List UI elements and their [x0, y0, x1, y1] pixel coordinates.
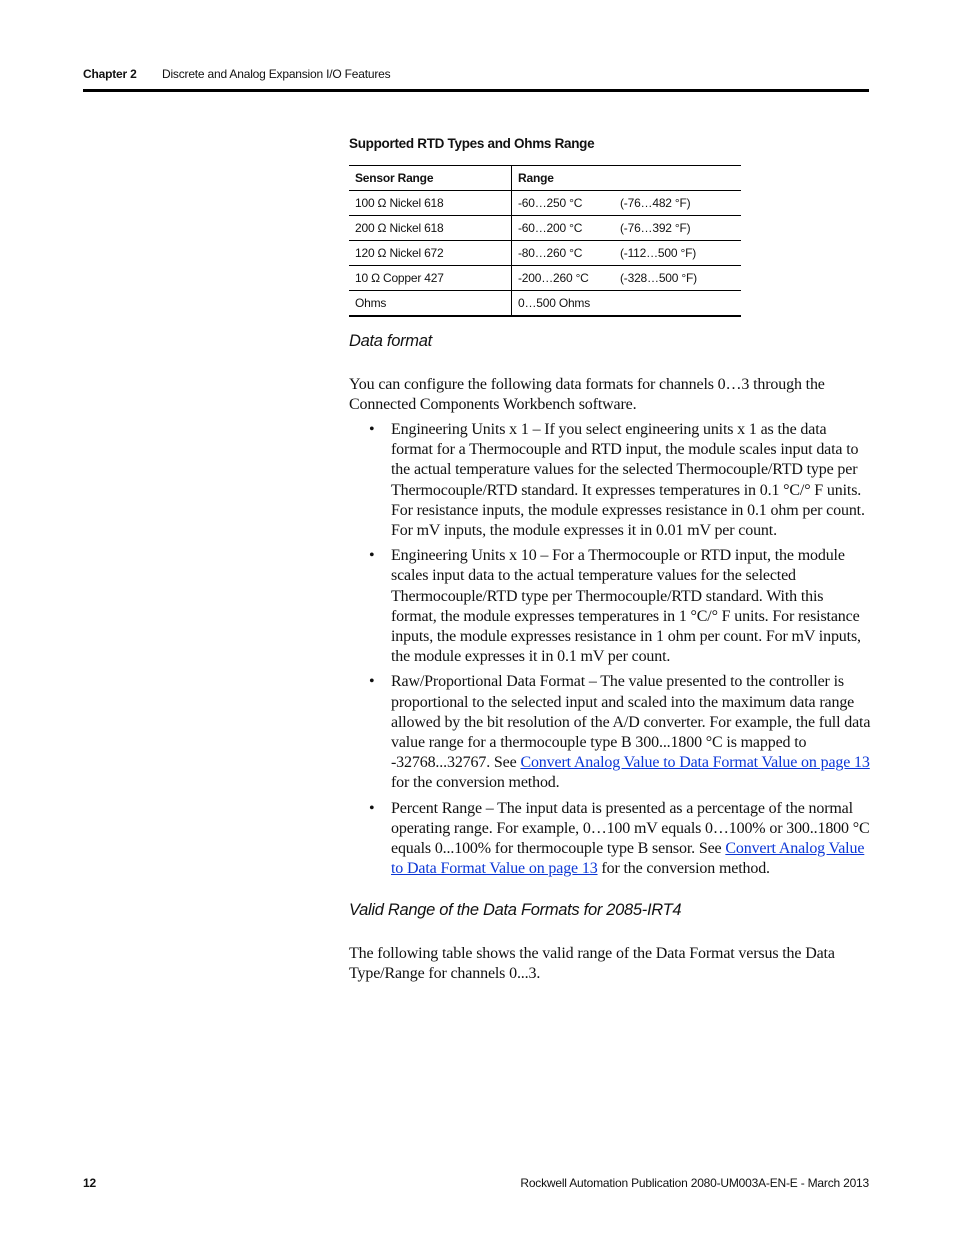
list-item-text: Engineering Units x 1 – If you select engineering units x 1 as the data format for a Thermocouple and RTD input, the module scales input data to the actual temperature values for the selected Thermocouple/RTD type per Thermocouple/RTD standard. It expresses temperatures in 0.1 °C/° F units. For resistance inputs, the module expresses resistance in 0.1 ohm per count. For mV inputs, the module expresses it in 0.01 mV per count.: [391, 421, 865, 540]
cell-range-empty: [614, 291, 741, 317]
data-format-list: [349, 420, 871, 884]
table-row: [349, 191, 741, 216]
cell-range-fahrenheit: (-76…482 °F): [614, 191, 741, 216]
section-heading-valid-range: Valid Range of the Data Formats for 2085-IRT4: [349, 901, 682, 919]
list-item-text-after: for the conversion method.: [391, 774, 560, 792]
bullet-icon: •: [369, 799, 375, 817]
table-header-row: [349, 166, 741, 191]
list-item-text-after: for the conversion method.: [597, 860, 770, 878]
page-header: [83, 66, 869, 92]
cell-sensor: 120 Ω Nickel 672: [349, 241, 512, 266]
cell-range-celsius: -80…260 °C: [512, 241, 615, 266]
list-item-text: Raw/Proportional Data Format – The value presented to the controller is proportional to the selected input and scaled into the maximum data range allowed by the bit resolution of the A/D converter. For example, the full data value range for a thermocouple type B 300...1800 °C is mapped to -32768...32767. See: [391, 673, 871, 772]
list-item-text: Engineering Units x 10 – For a Thermocouple or RTD input, the module scales input data to the actual temperature values for the selected Thermocouple/RTD type per Thermocouple/RTD standard. With this format, the module expresses temperatures in 1 °C/° F units. For resistance inputs, the module expresses resistance in 1 ohm per count. For mV inputs, the module expresses it in 0.1 mV per count.: [391, 547, 861, 666]
cell-range-celsius: -200…260 °C: [512, 266, 615, 291]
cell-range-fahrenheit: (-328…500 °F): [614, 266, 741, 291]
chapter-label: Chapter 2: [83, 67, 137, 81]
list-item: [349, 672, 871, 793]
cell-range-celsius: -60…250 °C: [512, 191, 615, 216]
list-item-text: Percent Range – The input data is presented as a percentage of the normal operating range. For example, 0…100 mV equals 0…100% or 300..1800 °C equals 0...100% for thermocouple type B sensor. See: [391, 799, 870, 858]
cell-sensor: 10 Ω Copper 427: [349, 266, 512, 291]
header-rule: [83, 89, 869, 92]
cross-reference-link[interactable]: Convert Analog Value to Data Format Value on page 13: [391, 840, 865, 878]
cell-range-fahrenheit: (-112…500 °F): [614, 241, 741, 266]
data-format-intro: You can configure the following data formats for channels 0…3 through the Connected Components Workbench software.: [349, 376, 825, 414]
cross-reference-link[interactable]: Convert Analog Value to Data Format Value on page 13: [520, 754, 870, 772]
table-row: [349, 266, 741, 291]
list-item: [349, 546, 871, 667]
cell-range-fahrenheit: (-76…392 °F): [614, 216, 741, 241]
list-item: [349, 420, 871, 541]
column-header-range: Range: [512, 166, 742, 191]
cell-sensor: Ohms: [349, 291, 512, 317]
column-header-sensor-range: Sensor Range: [349, 166, 512, 191]
bullet-icon: •: [369, 421, 375, 438]
table-row: [349, 216, 741, 241]
cell-sensor: 200 Ω Nickel 618: [349, 216, 512, 241]
rtd-types-table: [349, 165, 741, 317]
cell-range-ohms: 0…500 Ohms: [512, 291, 615, 317]
chapter-title: Discrete and Analog Expansion I/O Features: [162, 67, 391, 81]
valid-range-text: The following table shows the valid range of the Data Format versus the Data Type/Range for channels 0...3.: [349, 945, 835, 983]
bullet-icon: •: [369, 673, 375, 691]
bullet-icon: •: [369, 547, 375, 565]
cell-range-celsius: -60…200 °C: [512, 216, 615, 241]
table-row: [349, 291, 741, 317]
publication-info: Rockwell Automation Publication 2080-UM003A-EN-E - March 2013: [520, 1176, 869, 1190]
page-number: 12: [83, 1176, 96, 1190]
table-row: [349, 241, 741, 266]
cell-sensor: 100 Ω Nickel 618: [349, 191, 512, 216]
section-heading-data-format: Data format: [349, 332, 432, 350]
table-title: Supported RTD Types and Ohms Range: [349, 136, 595, 151]
list-item: [349, 799, 871, 880]
